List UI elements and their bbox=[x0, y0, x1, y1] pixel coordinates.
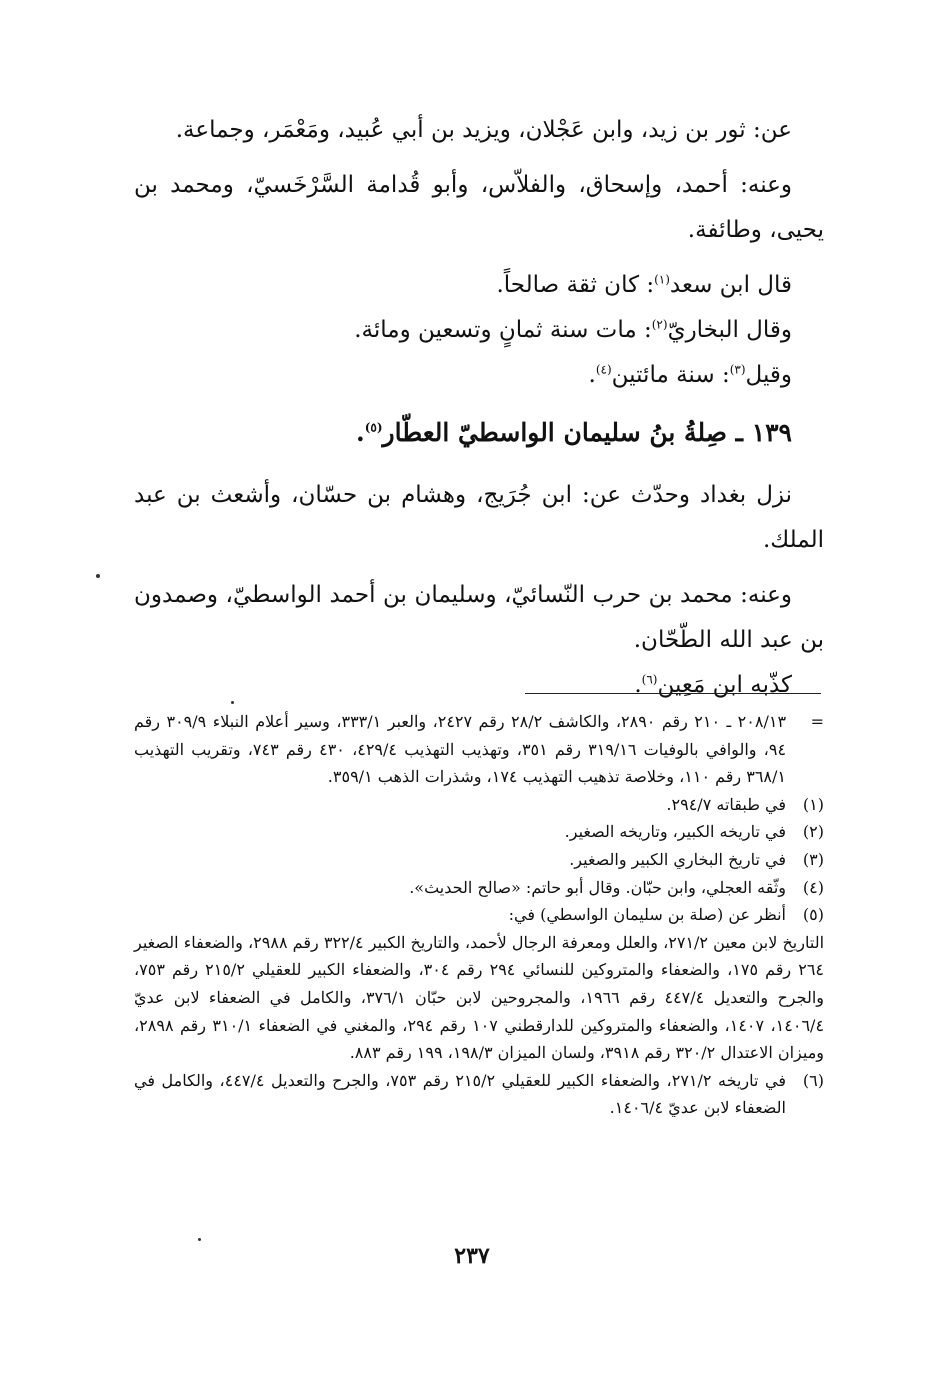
paragraph-ibn-saad bbox=[134, 263, 824, 308]
ink-speck bbox=[198, 1238, 201, 1241]
page-number: ٢٣٧ bbox=[454, 1243, 490, 1269]
paragraph-ibn-maeen bbox=[134, 663, 824, 708]
footnote-text: في تاريخه ٢٧١/٢، والضعفاء الكبير للعقيلي ٢١٥/٢ رقم ٧٥٣، والجرح والتعديل ٤٤٧/٤، والكامل في الضعفاء لابن عديّ ١٤٠٦/٤. bbox=[134, 1070, 787, 1118]
footnote-text: في طبقاته ٢٩٤/٧. bbox=[666, 794, 786, 814]
footnote-1 bbox=[134, 791, 824, 819]
text-segment: : كان ثقة صالحاً. bbox=[496, 272, 655, 298]
text-segment: وقيل bbox=[745, 362, 792, 388]
ink-speck bbox=[231, 701, 234, 704]
entry-heading bbox=[134, 410, 824, 455]
footnote-text: في تاريخه الكبير، وتاريخه الصغير. bbox=[564, 822, 786, 842]
footnote-number: (٤) bbox=[802, 877, 824, 897]
footnote-ref[interactable]: (١) bbox=[654, 272, 670, 287]
text-segment: كذّبه ابن مَعِين bbox=[657, 672, 792, 698]
footnote-number: (٦) bbox=[802, 1070, 824, 1090]
footnote-5-sources: التاريخ لابن معين ٢٧١/٢، والعلل ومعرفة الرجال لأحمد، والتاريخ الكبير ٣٢٢/٤ رقم ٢٩٨٨، والضعفاء الصغير ٢٦٤ رقم ١٧٥، والضعفاء والمتروكين للنسائي ٢٩٤ رقم ٣٠٤، والضعفاء الكبير للعقيلي ٢١٥/٢ رقم ٧٥٣، والجرح والتعديل ٤٤٧/٤ رقم ١٩٦٦، والمجروحين لابن حبّان ٣٧٦/١، والكامل في الضعفاء لابن عديّ ١٤٠٦/٤، ١٤٠٧، والضعفاء والمتروكين للدارقطني ١٠٧ رقم ٢٩٤، والمغني في الضعفاء ٣١٠/١ رقم ٢٨٩٨، وميزان الاعتدال ٣٢٠/٢ رقم ٣٩١٨، ولسان الميزان ١٩٨/٣، ١٩٩ رقم ٨٨٣. bbox=[134, 932, 825, 1063]
paragraph-settled-baghdad: نزل بغداد وحدّث عن: ابن جُرَيج، وهشام بن حسّان، وأشعث بن عبد الملك. bbox=[134, 482, 824, 553]
footnote-text: ٢٠٨/١٣ ـ ٢١٠ رقم ٢٨٩٠، والكاشف ٢٨/٢ رقم ٢٤٢٧، والعبر ٣٣٣/١، وسير أعلام النبلاء ٣٠٩/٩ رقم ٩٤، والوافي بالوفيات ٣١٩/١٦ رقم ٣٥١، وتهذيب التهذيب ٤٢٩/٤، ٤٣٠ رقم ٧٤٣، وتقريب التهذيب ٣٦٨/١ رقم ١١٠، وخلاصة تذهيب التهذيب ١٧٤، وشذرات الذهب ٣٥٩/١. bbox=[134, 712, 787, 787]
footnote-ref[interactable]: (٥) bbox=[364, 420, 383, 435]
text-segment: وقال البخاريّ bbox=[667, 317, 792, 343]
footnote-separator bbox=[525, 693, 821, 694]
ink-speck bbox=[96, 574, 100, 578]
paragraph-narrators-from: عن: ثور بن زيد، وابن عَجْلان، ويزيد بن أبي عُبيد، ومَعْمَر، وجماعة. bbox=[175, 117, 792, 143]
paragraph-qil bbox=[134, 353, 824, 398]
footnote-text: في تاريخ البخاري الكبير والصغير. bbox=[569, 849, 786, 869]
footnote-continuation bbox=[134, 708, 824, 791]
text-segment: . bbox=[634, 672, 642, 698]
paragraph-narrated-from-him: وعنه: محمد بن حرب النّسائيّ، وسليمان بن أحمد الواسطيّ، وصمدون بن عبد الله الطّحّان. bbox=[134, 582, 824, 653]
footnote-number: = bbox=[810, 712, 824, 731]
footnote-ref[interactable]: (٦) bbox=[641, 672, 658, 687]
footnote-2 bbox=[134, 818, 824, 846]
footnotes bbox=[134, 708, 824, 1122]
footnote-3 bbox=[134, 846, 824, 874]
footnote-number: (٣) bbox=[802, 849, 824, 869]
text-segment: : سنة مائتين bbox=[611, 362, 730, 388]
text-segment: : مات سنة ثمانٍ وتسعين ومائة. bbox=[354, 317, 652, 343]
footnote-ref[interactable]: (٤) bbox=[595, 362, 612, 377]
entry-title: ١٣٩ ـ صِلةُ بنُ سليمان الواسطيّ العطّار bbox=[382, 418, 792, 447]
footnote-5 bbox=[134, 901, 824, 929]
paragraph-bukhari bbox=[134, 308, 824, 353]
footnote-number: (٥) bbox=[802, 905, 824, 925]
footnote-ref[interactable]: (٢) bbox=[651, 317, 668, 332]
text-segment: قال ابن سعد bbox=[669, 272, 792, 298]
footnote-number: (١) bbox=[802, 794, 824, 814]
footnote-number: (٢) bbox=[802, 822, 824, 842]
footnote-4 bbox=[134, 874, 824, 902]
footnote-6 bbox=[134, 1067, 824, 1122]
main-text bbox=[134, 108, 824, 708]
text-segment: . bbox=[355, 418, 365, 447]
paragraph-narrators-to: وعنه: أحمد، وإسحاق، والفلاّس، وأبو قُدامة السَّرْخَسيّ، ومحمد بن يحيى، وطائفة. bbox=[134, 172, 824, 243]
text-segment: . bbox=[588, 362, 596, 388]
footnote-ref[interactable]: (٣) bbox=[729, 362, 746, 377]
footnote-text: أنظر عن (صلة بن سليمان الواسطي) في: bbox=[508, 905, 786, 925]
footnote-text: وثّقه العجلي، وابن حبّان. وقال أبو حاتم: «صالح الحديث». bbox=[409, 877, 786, 897]
